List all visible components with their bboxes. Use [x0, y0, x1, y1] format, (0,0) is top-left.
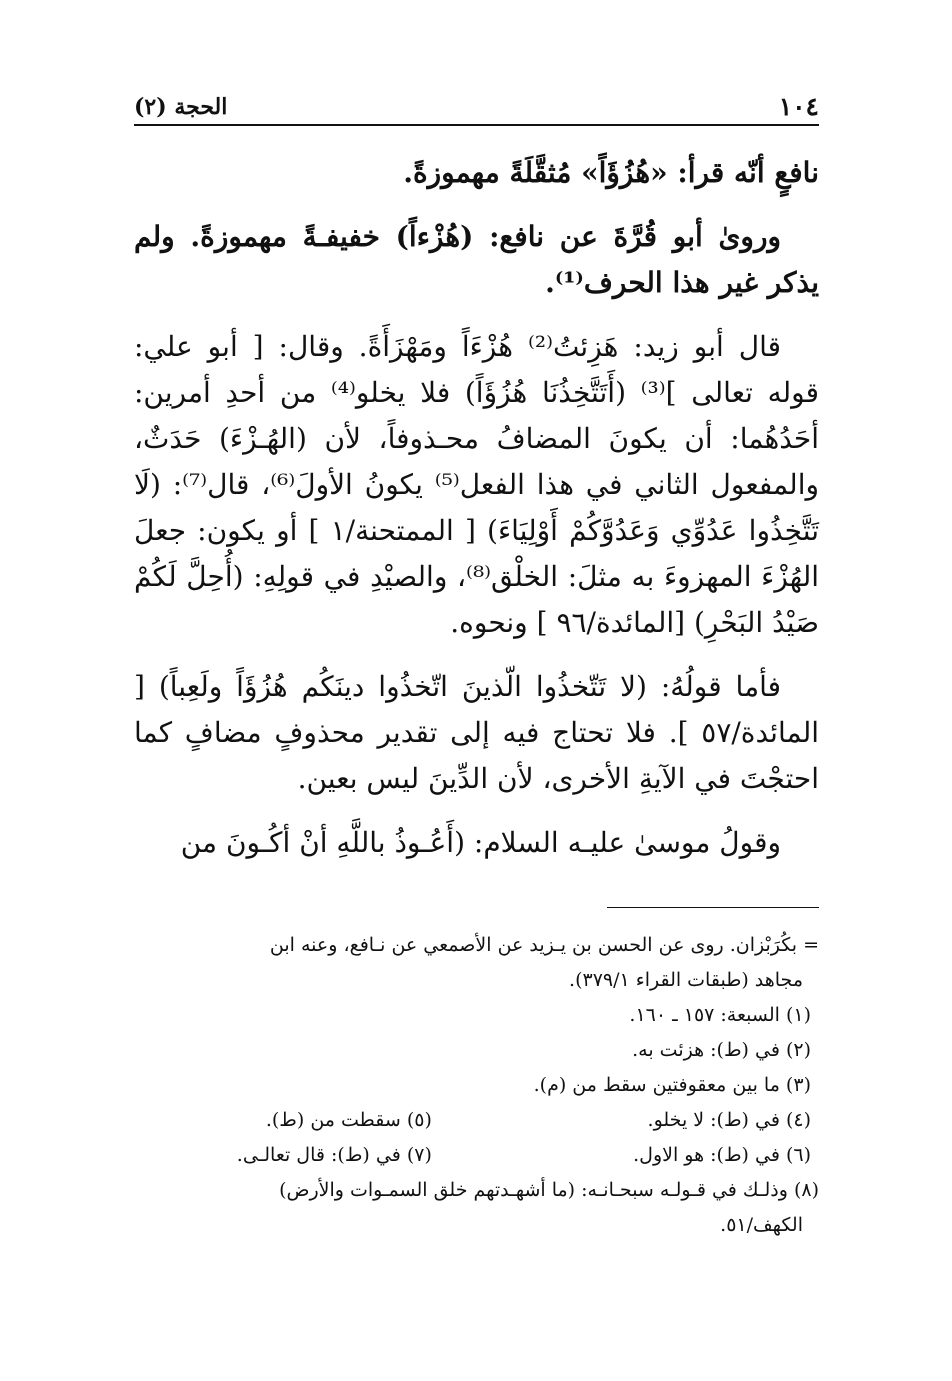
footnote-row-6-7	[134, 1138, 819, 1173]
footnote-5: (٥) سقطت من (ط).	[265, 1109, 432, 1131]
footnote-1: (١) السبعة: ١٥٧ ـ ١٦٠.	[629, 1004, 811, 1026]
footnote-8: (٨) وذلـك في قـولـه سبحـانـه: (ما أشهـدتهم خلق السمـوات والأرض)	[279, 1179, 819, 1201]
footnote-2: (٢) في (ط): هزئت به.	[632, 1039, 811, 1061]
footnote-6: (٦) في (ط): هو الاول.	[633, 1144, 811, 1166]
footnote-7: (٧) في (ط): قال تعالـى.	[236, 1144, 432, 1166]
paragraph-2: وروىٰ أبو قُرَّةَ عن نافع: (هُزْءاً) خفيفـةً مهموزةً. ولم يذكر غير هذا الحرف⁽¹⁾.	[134, 220, 819, 299]
footnote-row-4-5	[134, 1103, 819, 1138]
footnote-3: (٣) ما بين معقوفتين سقط من (م).	[533, 1074, 811, 1096]
footnotes	[134, 928, 819, 1243]
paragraph-3: قال أبو زيد: هَزِئتُ⁽²⁾ هُزْءَاً ومَهْزَأَةً. وقال: [ أبو علي: قوله تعالى ]⁽³⁾ (أَتَتَّخِذُنَا هُزُؤَاً) فلا يخلو⁽⁴⁾ من أحدِ أمرين: أحَدُهُما: أن يكونَ المضافُ محـذوفاً، لأن (الهُـزْءَ) حَدَثٌ، والمفعول الثاني في هذا الفعل⁽⁵⁾ يكونُ الأولَ⁽⁶⁾، قال⁽⁷⁾: (لَا تَتَّخِذُوا عَدُوِّي وَعَدُوَّكُمْ أَوْلِيَاءَ) [ الممتحنة/١ ] أو يكون: جعلَ الهُزْءَ المهزوءَ به مثلَ: الخلْق⁽⁸⁾، والصيْدِ في قولِهِ: (أُحِلَّ لَكُمْ صَيْدُ البَحْرِ) [المائدة/٩٦ ] ونحوه.	[134, 330, 820, 639]
main-text	[134, 150, 819, 884]
book-title: الحجة (٢)	[134, 94, 228, 120]
running-header	[134, 88, 819, 124]
paragraph-5: وقولُ موسىٰ عليـه السلام: (أَعُـوذُ باللَّهِ أنْ أكُـونَ من	[180, 826, 781, 859]
footnote-rule	[607, 907, 819, 908]
footnote-4: (٤) في (ط): لا يخلو.	[647, 1109, 811, 1131]
page-number: ١٠٤	[778, 92, 819, 121]
paragraph-1: نافعٍ أنّه قرأ: «هُزُؤَاً» مُثقَّلَةً مهموزةً.	[403, 156, 819, 189]
header-rule	[134, 124, 819, 126]
footnote-8-line2: الكهف/٥١.	[720, 1214, 803, 1236]
footnote-continuation-line2: مجاهد (طبقات القراء ٣٧٩/١).	[569, 969, 803, 991]
paragraph-4: فأما قولُهُ: (لا تَتّخذُوا الّذينَ اتّخذُوا دينَكُم هُزُؤَاً ولَعِباً) [ المائدة/٥٧ ]. فلا تحتاج فيه إلى تقدير محذوفٍ مضافٍ كما احتجْتَ في الآيةِ الأخرى، لأن الدِّينَ ليس بعين.	[134, 670, 819, 795]
footnote-continuation-line1: = بكُرَبْزان. روى عن الحسن بن يـزيد عن الأصمعي عن نـافع، وعنه ابن	[269, 934, 819, 956]
